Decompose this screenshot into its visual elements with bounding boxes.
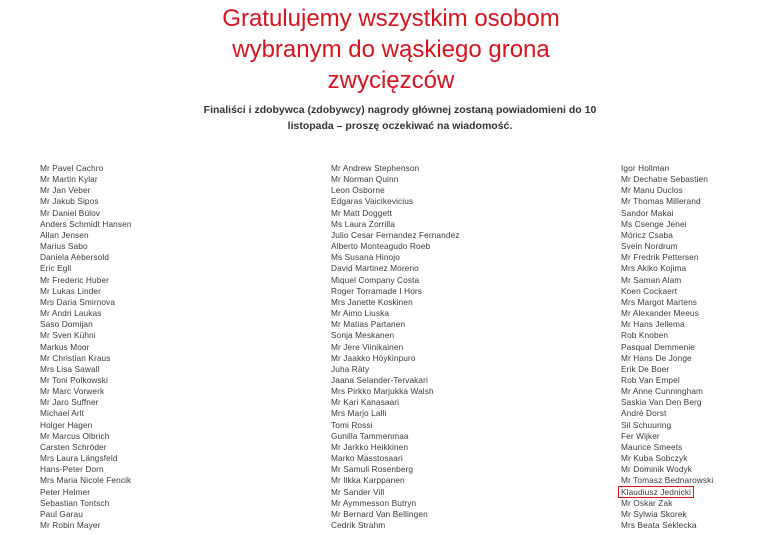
winner-name: Hans-Peter Dorn [40, 464, 104, 475]
winner-name: Mr Martin Kylar [40, 174, 98, 185]
winner-name: Rob Van Empel [621, 374, 680, 385]
winner-name: Carsten Schröder [40, 441, 107, 452]
winner-name: David Martinez Moreno [331, 263, 419, 274]
winner-name: Mr Marcus Olbrich [40, 430, 110, 441]
winners-column-3 [621, 163, 713, 531]
winner-name: Móricz Csaba [621, 229, 673, 240]
subline-line-2: listopada – proszę oczekiwać na wiadomość. [287, 120, 513, 132]
winner-name: Ms Susana Hinojo [331, 252, 400, 263]
winner-name: Mr Dechatre Sebastien [621, 174, 708, 185]
winner-name: Miquel Company Costa [331, 274, 420, 285]
winner-name: Ms Csenge Jenei [621, 218, 687, 229]
winner-name: Mrs Maria Nicole Fencik [40, 475, 132, 486]
page-headline [0, 3, 782, 96]
winner-name: Allan Jensen [40, 229, 89, 240]
winner-name: Mr Kari Kanasaari [331, 397, 400, 408]
winner-name: Mr Daniel Bülov [40, 207, 101, 218]
winner-name: Mr Jaro Suffner [40, 397, 99, 408]
winner-name: Mrs Margot Martens [621, 296, 698, 307]
winner-name: Daniela Aebersold [40, 252, 110, 263]
winner-name: Mr Aimo Liuska [331, 308, 390, 319]
winner-name: Mr Jarkko Heikkinen [331, 441, 409, 452]
winner-name: Mr Ilkka Karppanen [331, 475, 405, 486]
winner-name: Mrs Marjo Lalli [331, 408, 387, 419]
winner-name: Saso Domijan [40, 319, 93, 330]
notification-message [180, 102, 620, 134]
winner-name: Mr Jaakko Höykinpuro [331, 352, 416, 363]
winner-name: Gunilla Tammenmaa [331, 430, 409, 441]
winner-name: Mr Lukas Linder [40, 285, 101, 296]
winner-name: Mr Hans Jellema [621, 319, 685, 330]
winner-name: Sebastian Tontsch [40, 497, 110, 508]
winner-name: Mr Jere Viinikainen [331, 341, 404, 352]
winner-name: Mr Thomas Millerand [621, 196, 701, 207]
winner-name: Mr Manu Duclos [621, 185, 683, 196]
winner-name: Mrs Lisa Sawall [40, 363, 100, 374]
winner-name: Mr Marc Vorwerk [40, 386, 105, 397]
winner-name: Fer Wijker [621, 430, 660, 441]
winner-name: Paul Garau [40, 508, 83, 519]
winner-name: Mr Sylwia Skorek [621, 508, 687, 519]
winner-name: Maurice Smeets [621, 441, 683, 452]
winner-name: Sandor Makai [621, 207, 674, 218]
winner-name: Mr Jakub Sipos [40, 196, 99, 207]
winner-name: Sil Schuuring [621, 419, 672, 430]
winner-name: Mr Christian Kraus [40, 352, 111, 363]
winner-name: Anders Schmidt Hansen [40, 218, 132, 229]
winner-name: Koen Cockaert [621, 285, 678, 296]
winner-name: Mr Sander Vill [331, 486, 385, 497]
winners-column-2 [331, 163, 460, 531]
winner-name: Mr Sven Kühni [40, 330, 96, 341]
winner-name: Mr Frederic Huber [40, 274, 110, 285]
winner-name: Saskia Van Den Berg [621, 397, 702, 408]
winner-name: Ms Laura Zorrilla [331, 218, 395, 229]
winner-name: Michael Arlt [40, 408, 85, 419]
winner-name: Mr Hans De Jonge [621, 352, 692, 363]
winner-name: Igor Hollman [621, 163, 670, 173]
winner-name: Mr Dominik Wodyk [621, 464, 693, 475]
winner-name: Mr Andri Laukas [40, 308, 102, 319]
winner-name: Leon Osborne [331, 185, 385, 196]
winner-name: Edgaras Vaicikevicius [331, 196, 414, 207]
winner-name: Peter Helmer [40, 486, 91, 497]
winner-name: Mrs Janette Koskinen [331, 296, 413, 307]
winner-name: Mrs Pirkko Marjukka Walsh [331, 386, 434, 397]
winner-name: Svein Nordrum [621, 241, 678, 252]
winner-name: Sonja Meskanen [331, 330, 395, 341]
winner-name: Rob Knoben [621, 330, 669, 341]
winner-name: André Dorst [621, 408, 667, 419]
winner-name: Mr Bernard Van Bellingen [331, 508, 428, 519]
highlighted-winner-name: Klaudiusz Jednicki [621, 486, 692, 497]
winner-name: Eric Egli [40, 263, 72, 274]
winner-name: Mr Andrew Stephenson [331, 163, 420, 173]
winner-name: Roger Torramade I Hors [331, 285, 423, 296]
headline-line-2: wybranym do wąskiego grona [232, 36, 550, 63]
winner-name: Mr Jan Veber [40, 185, 91, 196]
winner-name: Erik De Boer [621, 363, 670, 374]
winner-name: Mr Oskar Zak [621, 497, 673, 508]
winner-name: Mrs Akiko Kojima [621, 263, 687, 274]
winner-name: Pasqual Demmenie [621, 341, 696, 352]
winner-name: Mr Fredrik Pettersen [621, 252, 699, 263]
headline-line-3: zwycięzców [327, 67, 455, 94]
winner-name: Mr Robin Mayer [40, 520, 101, 530]
winner-name: Mr Pavel Cachro [40, 163, 104, 173]
winner-name: Marius Sabo [40, 241, 88, 252]
winner-name: Mr Saman Alam [621, 274, 682, 285]
winner-name: Mr Matias Partanen [331, 319, 406, 330]
winner-name: Mr Anne Cunningham [621, 386, 704, 397]
winner-name: Mr Norman Quinn [331, 174, 399, 185]
winner-name: Mr Samuli Rosenberg [331, 464, 414, 475]
winner-name: Mr Toni Polkowski [40, 374, 108, 385]
winner-name: Mr Tomasz Bednarowski [621, 475, 714, 486]
winner-name: Alberto Monteagudo Roeb [331, 241, 431, 252]
winner-name: Mrs Daria Smirnova [40, 296, 116, 307]
winners-column-1 [40, 163, 132, 531]
winner-name: Marko Masstosaari [331, 453, 403, 464]
winner-name: Cedrik Strahm [331, 520, 386, 530]
winner-name: Julio Cesar Fernandez Fernandez [331, 229, 460, 240]
winner-name: Mr Matt Doggett [331, 207, 392, 218]
winner-name: Mrs Beata Seklecka [621, 520, 697, 530]
winner-name: Juha Räty [331, 363, 370, 374]
winner-name: Tomi Rossi [331, 419, 373, 430]
winner-name: Mrs Laura Längsfeld [40, 453, 118, 464]
winner-name: Markus Moor [40, 341, 90, 352]
headline-line-1: Gratulujemy wszystkim osobom [222, 5, 560, 32]
winner-name [621, 487, 713, 498]
subline-line-1: Finaliści i zdobywca (zdobywcy) nagrody głównej zostaną powiadomieni do 10 [203, 104, 597, 116]
winner-name: Jaana Selander-Tervakari [331, 374, 428, 385]
winner-name: Mr Aymmesson Butryn [331, 497, 417, 508]
winner-name: Holger Hagen [40, 419, 93, 430]
winner-name: Mr Alexander Meeus [621, 308, 699, 319]
winner-name: Mr Kuba Sobczyk [621, 453, 688, 464]
